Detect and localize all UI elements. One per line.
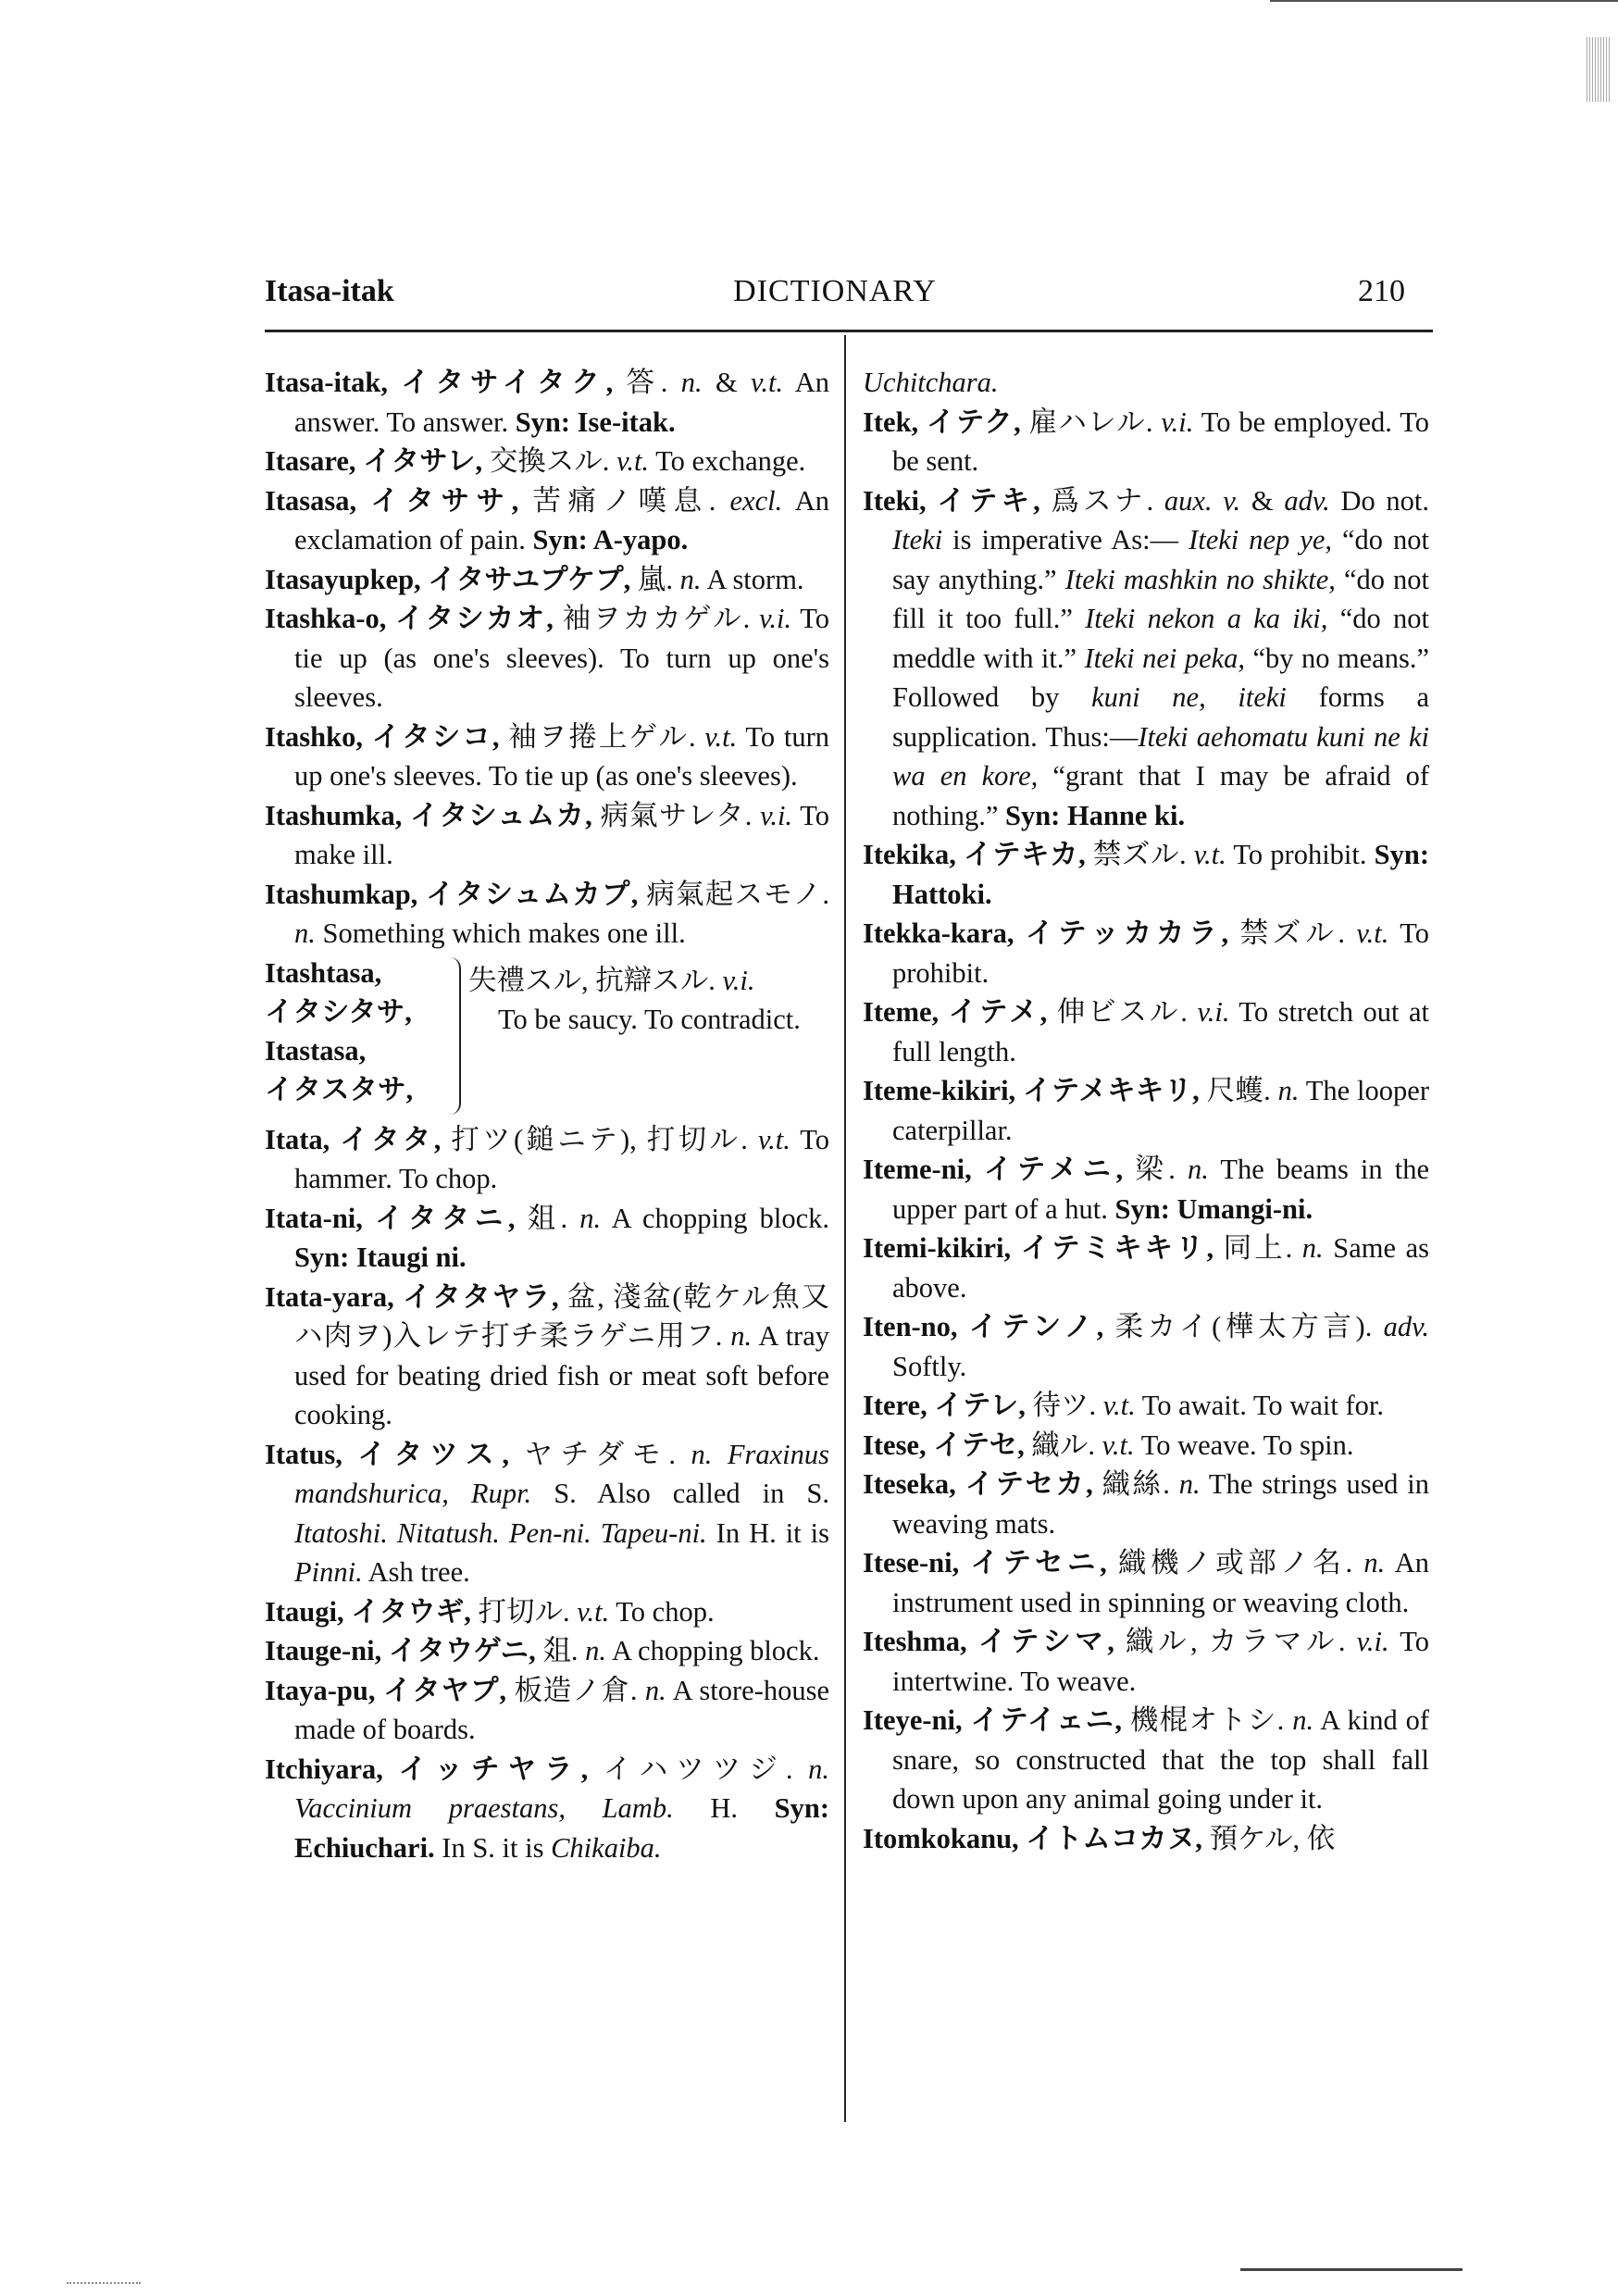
entry-headword: Itauge-ni, イタウゲニ, <box>265 1635 536 1666</box>
entry-definition: 答. n. & v.t. An answer. To answer. Syn: Ise-itak. <box>294 367 829 438</box>
dictionary-entry <box>265 1199 829 1278</box>
entry-headword: Itastasa, <box>265 1034 367 1067</box>
entry-definition: 柔カイ(樺太方言). adv. Softly. <box>892 1311 1429 1382</box>
header-guide-word: Itasa-itak <box>265 274 394 308</box>
dictionary-entry <box>863 1819 1429 1859</box>
entry-headword: Itata-ni, イタタニ, <box>265 1202 516 1234</box>
entry-definition: 病氣起スモノ. n. Something which makes one ill. <box>294 878 829 949</box>
entry-headword: Itomkokanu, イトムコカヌ, <box>863 1822 1202 1854</box>
dictionary-entry <box>863 1071 1429 1150</box>
entry-definition: 盆, 淺盆(乾ケル魚又ハ肉ヲ)入レテ打チ柔ラゲニ用フ. n. A tray used for beating dried fish or meat soft before cooking. <box>294 1280 829 1430</box>
entry-definition: 織機ノ或部ノ名. n. An instrument used in spinning or weaving cloth. <box>892 1547 1430 1618</box>
dictionary-entry <box>265 1435 829 1592</box>
entry-headword: Itchiyara, イッチヤラ, <box>265 1753 589 1785</box>
entry-definition: 織ル. v.t. To weave. To spin. <box>1024 1429 1354 1461</box>
entry-headword: イタシタサ, <box>265 995 412 1028</box>
entry-definition: Uchitchara. <box>863 367 999 398</box>
entry-definition: 同上. n. Same as above. <box>892 1232 1430 1304</box>
entry-definition: 織ル, カラマル. v.i. To intertwine. To weave. <box>892 1626 1429 1697</box>
entry-headword: Itashumkap, イタシュムカプ, <box>265 878 639 910</box>
entry-headword: Itese-ni, イテセニ, <box>863 1547 1107 1578</box>
entry-headword: Iteki, イテキ, <box>863 484 1040 517</box>
entry-definition: 預ケル, 依 <box>1201 1822 1336 1854</box>
dictionary-entry <box>265 875 829 954</box>
entry-definition: 袖ヲカカゲル. v.i. To tie up (as one's sleeves). To turn up one's sleeves. <box>294 603 830 713</box>
dictionary-entry <box>863 992 1429 1071</box>
entry-definition: 爼. n. A chopping block. Syn: Itaugi ni. <box>294 1202 829 1273</box>
dictionary-entry <box>863 1622 1429 1701</box>
left-column <box>265 363 829 1867</box>
entry-headword: Itaugi, イタウギ, <box>265 1595 471 1628</box>
entry-definition: 爲スナ. aux. v. & adv. Do not. Iteki is imperative As:— Iteki nep ye, “do not say anything.” Iteki mashkin no shikte, “do not fill it too full.” Iteki nekon a ka iki, “do not meddle with it.” Iteki nei peka, “by no means.” Followed by kuni ne, iteki forms a supplication. Thus:—Iteki aehomatu kuni ne ki wa en kore, “grant that I may be afraid of nothing.” Syn: Hanne ki. <box>892 484 1430 831</box>
entry-headword: Itatus, イタツス, <box>265 1438 509 1470</box>
dictionary-entry <box>265 1120 829 1199</box>
dictionary-entry <box>863 835 1429 914</box>
dictionary-entry <box>265 1278 829 1435</box>
page-number: 210 <box>1358 274 1405 308</box>
scan-artifact <box>1587 37 1611 102</box>
entry-headword: Itashko, イタシコ, <box>265 720 500 753</box>
dictionary-entry <box>863 1386 1429 1426</box>
entry-headword: Itasasa, イタササ, <box>265 484 519 517</box>
dictionary-entry <box>265 599 829 718</box>
entry-definition: 嵐. n. A storm. <box>630 563 804 595</box>
dictionary-entry <box>863 403 1429 481</box>
dictionary-entry <box>863 1701 1429 1819</box>
entry-definition: 機棍オトシ. n. A kind of snare, so constructed that the top shall fall down upon any animal going under it. <box>892 1704 1430 1815</box>
dictionary-entry <box>265 560 829 600</box>
entry-headword: Itashumka, イタシュムカ, <box>265 799 592 831</box>
bottom-scan-dots <box>67 2282 141 2284</box>
dictionary-entry <box>863 914 1429 992</box>
entry-headword: Itata, イタタ, <box>265 1123 442 1155</box>
entry-headword: Itasare, イタサレ, <box>265 445 483 477</box>
entry-headword: Itere, イテレ, <box>863 1390 1026 1421</box>
dictionary-entry <box>265 1750 829 1868</box>
entry-definition: 伸ビスル. v.i. To stretch out at full length. <box>892 996 1429 1067</box>
entry-headword: Iteme, イテメ, <box>863 996 1048 1028</box>
entry-headword: Iten-no, イテンノ, <box>863 1311 1104 1342</box>
entry-headword: Itekika, イテキカ, <box>863 839 1086 870</box>
dictionary-entry <box>863 1150 1429 1229</box>
entry-definition: 板造ノ倉. n. A store-house made of boards. <box>294 1674 830 1745</box>
entry-definition: 待ツ. v.t. To await. To wait for. <box>1025 1390 1384 1421</box>
entry-headword: Itek, イテク, <box>863 406 1021 438</box>
dictionary-entry <box>265 1671 829 1750</box>
entry-headword: Itasa-itak, イタサイタク, <box>265 367 614 398</box>
dictionary-entry <box>265 796 829 875</box>
entry-headword: Iteseka, イテセカ, <box>863 1468 1093 1500</box>
header-rule <box>265 330 1433 332</box>
dictionary-entry <box>863 1426 1429 1466</box>
entry-headword: Iteme-ni, イテメニ, <box>863 1154 1124 1185</box>
entry-headword: Itekka-kara, イテッカカラ, <box>863 917 1229 949</box>
dictionary-entry <box>265 1631 829 1671</box>
entry-definition: 失禮スル, 抗辯スル. v.i. To be saucy. To contradict. <box>468 964 801 1035</box>
entry-headword: Itashtasa, <box>265 956 382 989</box>
entry-definition: 尺蠖. n. The looper caterpillar. <box>892 1075 1429 1146</box>
bottom-scan-line <box>1240 2268 1462 2271</box>
entry-definition: 織絲. n. The strings used in weaving mats. <box>892 1468 1429 1540</box>
column-divider <box>844 335 846 2122</box>
entry-headword: Iteshma, イテシマ, <box>863 1626 1114 1657</box>
entry-headword: Itaya-pu, イタヤプ, <box>265 1674 506 1706</box>
entry-headword: Itese, イテセ, <box>863 1429 1025 1461</box>
entry-headword: Iteme-kikiri, イテメキキリ, <box>863 1075 1200 1106</box>
entry-definition: 苦痛ノ嘆息. excl. An exclamation of pain. Syn: A-yapo. <box>294 484 830 555</box>
entry-definition: 病氣サレタ. v.i. To make ill. <box>294 799 829 870</box>
dictionary-entry <box>265 481 829 560</box>
entry-definition: イハツツジ. n. Vaccinium praestans, Lamb. H. Syn: Echiuchari. In S. it is Chikaiba. <box>294 1753 830 1864</box>
entry-headword: イタスタサ, <box>265 1073 414 1105</box>
dictionary-entry <box>265 718 829 796</box>
entry-definition: 雇ハレル. v.i. To be employed. To be sent. <box>892 406 1429 477</box>
dictionary-entry <box>265 442 829 481</box>
entry-definition: 袖ヲ捲上ゲル. v.t. To turn up one's sleeves. To tie up (as one's sleeves). <box>294 720 829 792</box>
dictionary-entry <box>863 1229 1429 1307</box>
dictionary-entry <box>863 481 1429 836</box>
grouped-entry <box>265 954 829 1120</box>
entry-headword: Itashka-o, イタシカオ, <box>265 603 554 634</box>
top-edge-line <box>1270 0 1618 2</box>
dictionary-entry <box>863 1307 1429 1386</box>
dictionary-entry <box>863 1465 1429 1543</box>
page-header <box>265 274 1405 318</box>
entry-definition: 梁. n. The beams in the upper part of a hut. Syn: Umangi-ni. <box>892 1154 1429 1225</box>
dictionary-entry <box>265 1592 829 1632</box>
entry-definition: 打ツ(鎚ニテ), 打切ル. v.t. To hammer. To chop. <box>294 1123 829 1194</box>
dictionary-entry <box>265 363 829 442</box>
entry-definition: 打切ル. v.t. To chop. <box>470 1595 715 1628</box>
header-title: DICTIONARY <box>733 274 937 308</box>
entry-definition: 爼. n. A chopping block. <box>535 1635 820 1666</box>
entry-definition: ヤチダモ. n. Fraxinus mandshurica, Rupr. S. Also called in S. Itatoshi. Nitatush. Pen-ni. Tapeu-ni. In H. it is Pinni. Ash tree. <box>294 1438 829 1588</box>
entry-definition: 禁ズル. v.t. To prohibit. <box>892 917 1430 989</box>
entry-headword: Iteye-ni, イテイェニ, <box>863 1704 1122 1736</box>
entry-definition: 交換スル. v.t. To exchange. <box>482 445 806 477</box>
entry-headword: Itemi-kikiri, イテミキキリ, <box>863 1232 1214 1264</box>
dictionary-entry <box>863 363 1429 403</box>
dictionary-entry <box>863 1543 1429 1622</box>
brace <box>450 957 461 1115</box>
entry-definition: 禁ズル. v.t. To prohibit. Syn: Hattoki. <box>892 839 1429 910</box>
entry-headword: Itasayupkep, イタサユプケプ, <box>265 563 631 595</box>
entry-headword: Itata-yara, イタタヤラ, <box>265 1280 559 1313</box>
right-column <box>863 363 1429 1858</box>
